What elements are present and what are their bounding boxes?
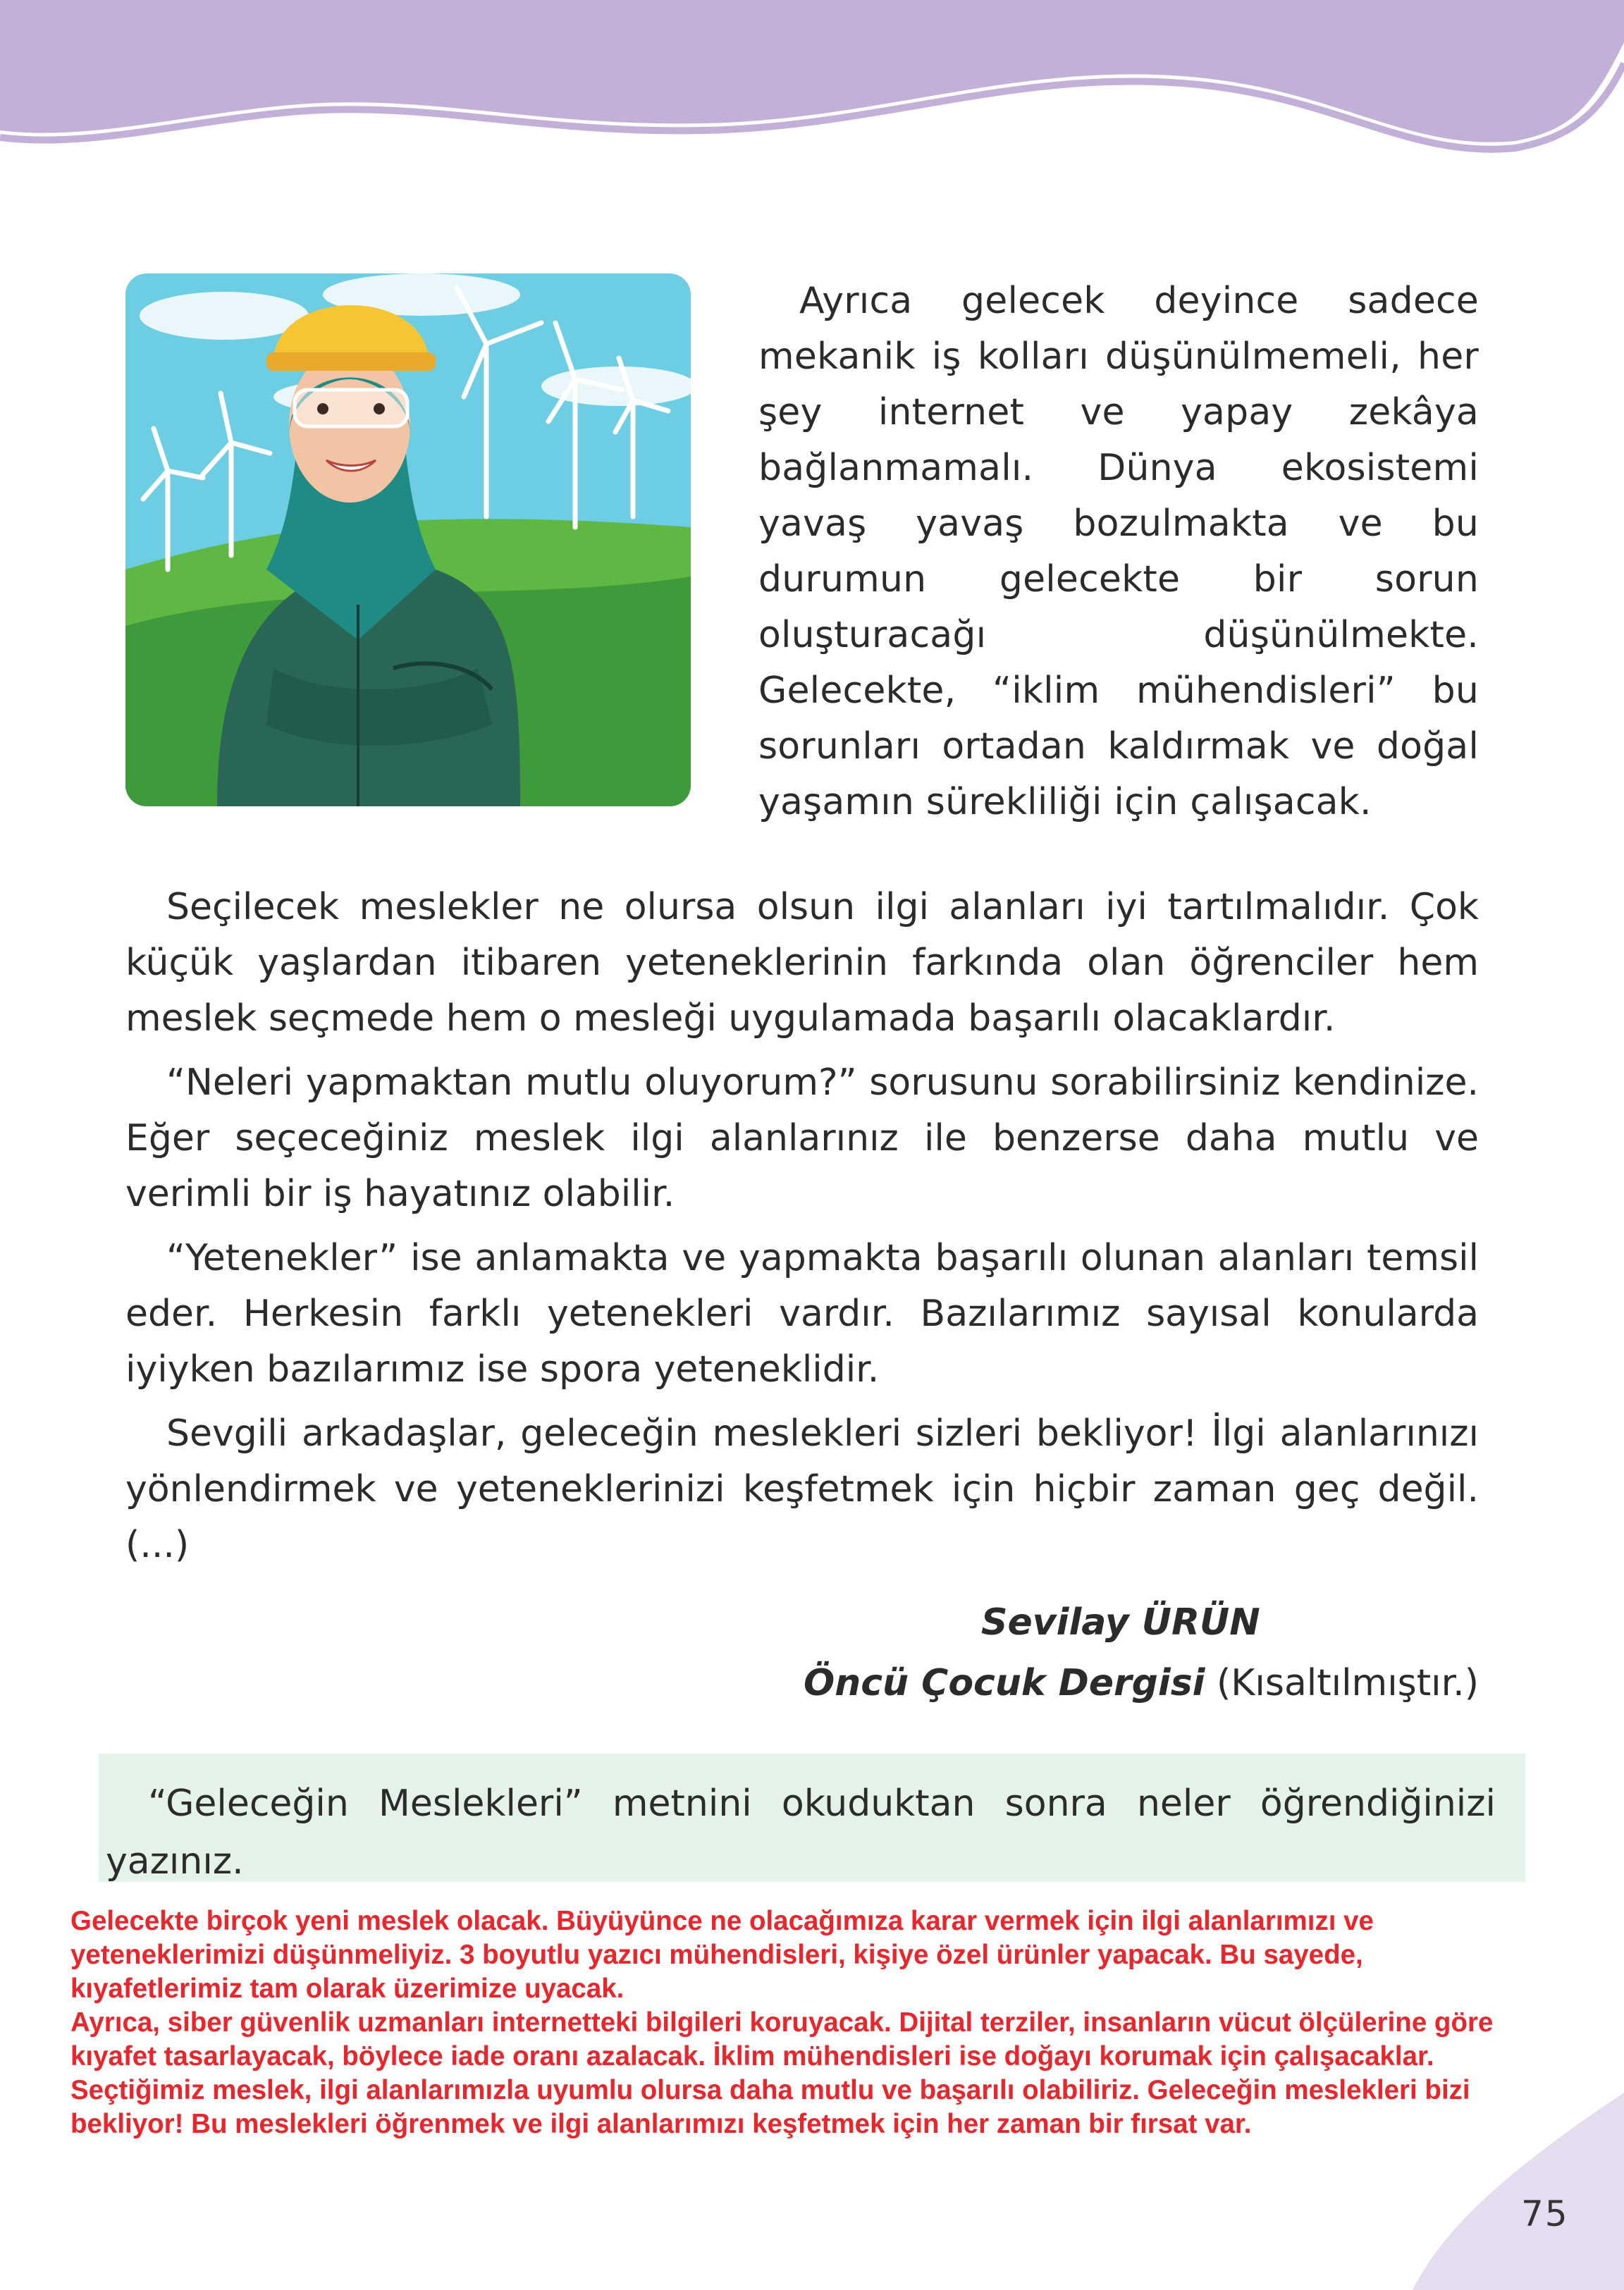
body-paragraph-4: Sevgili arkadaşlar, geleceğin meslekleri sizleri bekliyor! İlgi alanlarınızı yönlendirmek ve yeteneklerinizi keşfetmek için hiçbir zaman geç değil. (...) — [125, 1412, 1479, 1566]
page-number: 75 — [1521, 2193, 1569, 2234]
body-paragraph-1: Seçilecek meslekler ne olursa olsun ilgi alanları iyi tartılmalıdır. Çok küçük yaşlardan itibaren yeteneklerinin farkında olan öğrenciler hem meslek seçmede hem o mesleği uygulamada başarılı olacaklardır. — [125, 886, 1479, 1040]
climate-engineer-illustration — [125, 273, 691, 806]
source-note: (Kısaltılmıştır.) — [1217, 1662, 1479, 1704]
answer-area[interactable] — [70, 1904, 1537, 2141]
answer-paragraph-2: Ayrıca, siber güvenlik uzmanları internetteki bilgileri koruyacak. Dijital terziler, insanların vücut ölçülerine göre kıyafet tasarlayacak, böylece iade oranı azalacak. İklim mühendisleri ise doğayı korumak için çalışacaklar. — [70, 2007, 1494, 2072]
question-prompt — [106, 1775, 1496, 1890]
intro-paragraph-text: Ayrıca gelecek deyince sadece mekanik iş kolları düşünülmemeli, her şey internet ve yapay zekâya bağlanmamalı. Dünya ekosistemi yavaş yavaş bozulmakta ve bu durumun gelecekte bir sorun oluşturacağı düşünülmekte. Gelecekte, “iklim mühendisleri” bu sorunları ortadan kaldırmak ve doğal yaşamın sürekliliği için çalışacak. — [758, 280, 1479, 823]
question-prompt-text: “Geleceğin Meslekleri” metnini okuduktan sonra neler öğrendiğinizi yazınız. — [106, 1783, 1496, 1883]
body-paragraph-3: “Yetenekler” ise anlamakta ve yapmakta başarılı olunan alanları temsil eder. Herkesin farklı yetenekleri vardır. Bazılarımız sayısal konularda iyiyken bazılarımız ise spora yeteneklidir. — [125, 1237, 1479, 1391]
answer-paragraph-3: Seçtiğimiz meslek, ilgi alanlarımızla uyumlu olursa daha mutlu ve başarılı olabiliriz. Geleceğin meslekleri bizi bekliyor! Bu meslekleri öğrenmek ve ilgi alanlarımızı keşfetmek için her zaman bir fırsat var. — [70, 2075, 1470, 2139]
body-text — [125, 880, 1479, 1582]
corner-decoration — [1413, 2093, 1624, 2290]
header-wave-decoration — [0, 0, 1624, 162]
answer-paragraph-1: Gelecekte birçok yeni meslek olacak. Büyüyünce ne olacağımıza karar vermek için ilgi alanlarımızı ve yeteneklerimizi düşünmeliyiz. 3 boyutlu yazıcı mühendisleri, kişiye özel ürünler yapacak. Bu sayede, kıyafetlerimiz tam olarak üzerimize uyacak. — [70, 1906, 1374, 2004]
source-line — [804, 1655, 1479, 1711]
body-paragraph-2: “Neleri yapmaktan mutlu oluyorum?” sorusunu sorabilirsiniz kendinize. Eğer seçeceğiniz meslek ilgi alanlarınız ile benzerse daha mutlu ve verimli bir iş hayatınız olabilir. — [125, 1061, 1479, 1215]
intro-paragraph — [758, 273, 1479, 830]
author-name: Sevilay ÜRÜN — [981, 1601, 1260, 1644]
source-magazine: Öncü Çocuk Dergisi — [803, 1662, 1205, 1704]
